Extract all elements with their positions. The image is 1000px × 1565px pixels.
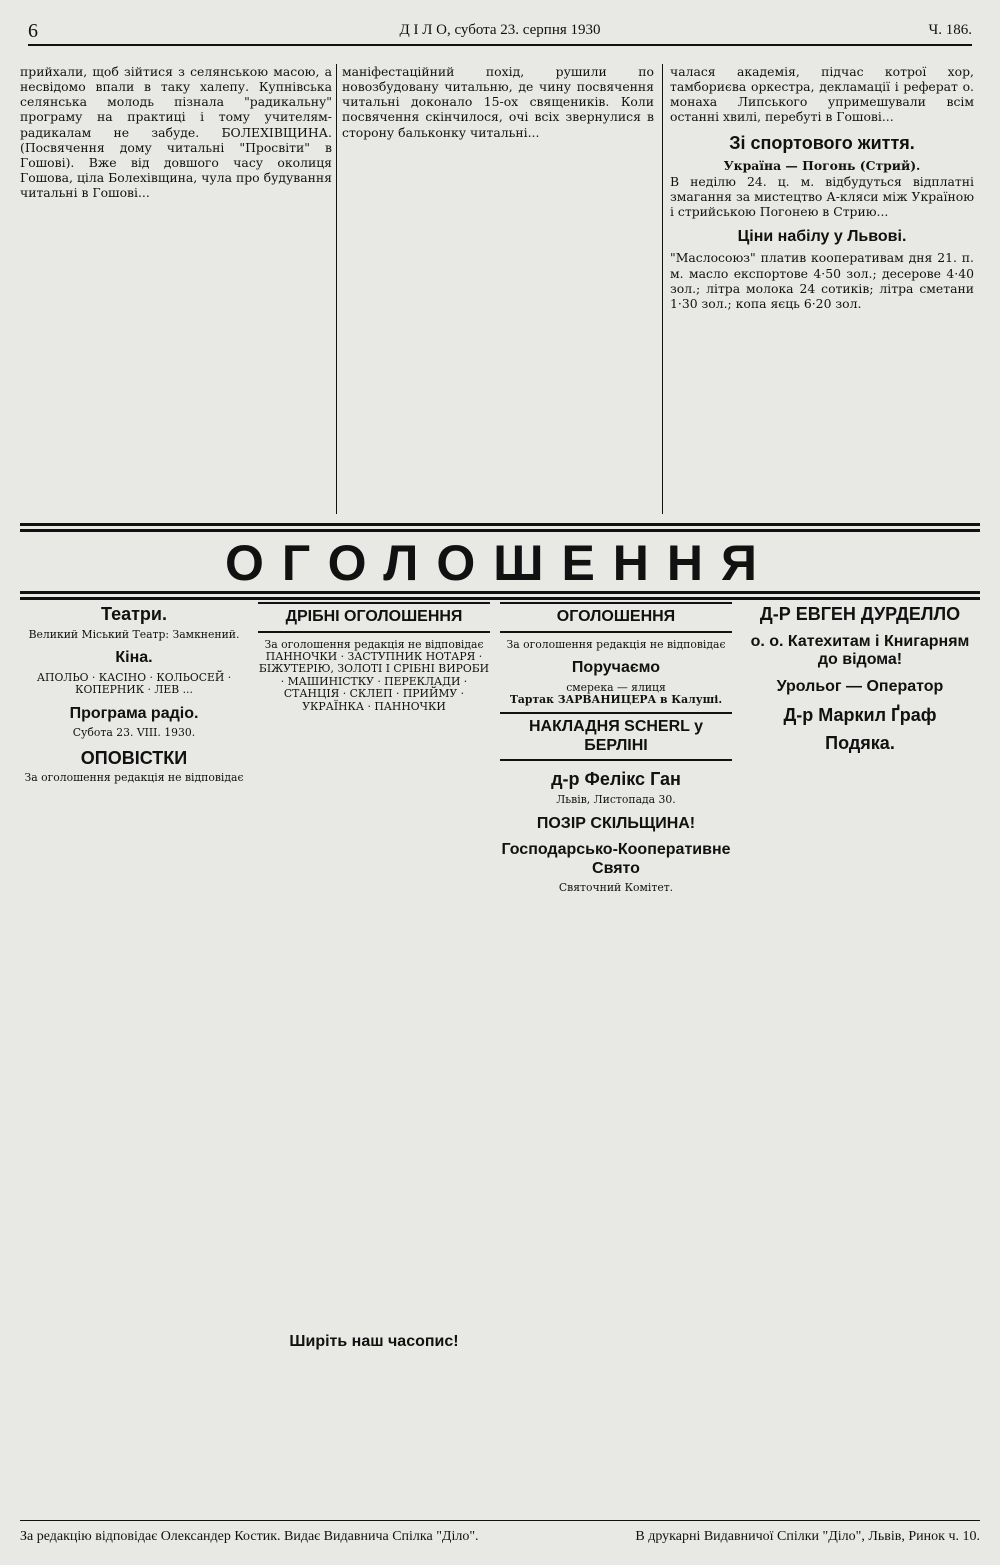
sport-text: В неділю 24. ц. м. відбудуться відплатні змагання за мистецтво А-кляси між Україною і стрийською Погонею в Стрию... bbox=[670, 173, 974, 219]
article-column-3: чалася академія, підчас котрої хор, тамбориєва оркестра, декламації і реферат о. монаха Липського упримешували всім останні хвилі, перебуті в Гошові... Зі спортового життя. Україна — Погонь (Стрий). В неділю 24. ц. м. відбудуться відплатні змагання за мистецтво А-кляси між Україною і стрийською Погонею в Стрию... Ціни набілу у Львові. "Маслосоюз" платив кооперативам дня 21. п. м. масло експортове 4·50 зол.; десерове 4·40 зол.; літра молока 24 сотиків; літра сметани 1·30 зол.; копа яєць 6·20 зол. bbox=[670, 64, 974, 311]
column-ads: ОГОЛОШЕННЯ За оголошення редакція не відповідає Поручаємо смерека — ялиця Тартак ЗАРВАНИЦЕРА в Калуші. НАКЛАДНЯ SCHERL у БЕРЛІНІ д-р Фелікс Ган Львів, Листопада 30. ПОЗІР СКІЛЬЩИНА! Господарсько-Кооперативне Свято Святочний Комітет. bbox=[500, 596, 732, 895]
page-header bbox=[28, 16, 972, 46]
column-right: Д-Р ЕВГЕН ДУРДЕЛЛО о. о. Катехитам і Книгарням до відома! Урольог — Оператор Д-р Маркил Ґраф Подяка. bbox=[750, 604, 970, 754]
sport-title: Зі спортового життя. bbox=[729, 132, 915, 153]
column-small-ads: ДРІБНІ ОГОЛОШЕННЯ За оголошення редакція не відповідає ПАННОЧКИ · ЗАСТУПНИК НОТАРЯ · БІЖУТЕРІЮ, ЗОЛОТІ І СРІБНІ ВИРОБИ · МАШИНІСТКУ · ПЕРЕКЛАДИ · СТАНЦІЯ · СКЛЕП · ПРИЙМУ · УКРАЇНКА · ПАННОЧКИ Ширіть наш часопис! bbox=[258, 596, 490, 1356]
article-column-2: маніфестаційний похід, рушили по новозбудовану читальню, де чину посвячення читальні доконало 15-ох священиків. Коли посвячення скінчилося, очі всіх звернулися в сторону бальконку читальні... bbox=[342, 64, 654, 140]
column-theatres: Театри. Великий Міський Театр: Замкнений. Кіна. АПОЛЬО · КАСІНО · КОЛЬОСЕЙ · КОПЕРНИК · ЛЕВ ... Програма радіо. Субота 23. VIII. 1930. ОПОВІСТКИ За оголошення редакція не відповідає bbox=[24, 604, 244, 785]
prices-title: Ціни набілу у Львові. bbox=[737, 227, 907, 245]
sport-subtitle: Україна — Погонь (Стрий). bbox=[723, 158, 921, 174]
page-footer: За редакцію відповідає Олександер Костик. Видає Видавнича Спілка "Діло". В друкарні Видавничої Спілки "Діло", Львів, Ринок ч. 10. bbox=[20, 1520, 980, 1553]
issue-number: Ч. 186. bbox=[928, 22, 972, 38]
prices-text: "Маслосоюз" платив кооперативам дня 21. п. м. масло експортове 4·50 зол.; десерове 4·40 зол.; літра молока 24 сотиків; літра сметани 1·30 зол.; копа яєць 6·20 зол. bbox=[670, 250, 974, 311]
page-number: 6 bbox=[28, 20, 38, 42]
masthead: Д І Л О, субота 23. серпня 1930 bbox=[399, 22, 601, 38]
article-column-1: прийхали, щоб зійтися з селянською масою, а несвідомо впали в таку халепу. Купнівська селянська молодь пізнала "радикальну" програму на практиці і тому учителям-радикалам не забуде. БОЛЕХІВЩИНА. (Посвячення дому читальні "Просвіти" в Гошові). Вже від довшого часу околиця Гошова, ціла Болехівщина, чула про будування читальні в Гошові... bbox=[20, 64, 332, 200]
announcements-banner: ОГОЛОШЕННЯ bbox=[20, 520, 980, 598]
